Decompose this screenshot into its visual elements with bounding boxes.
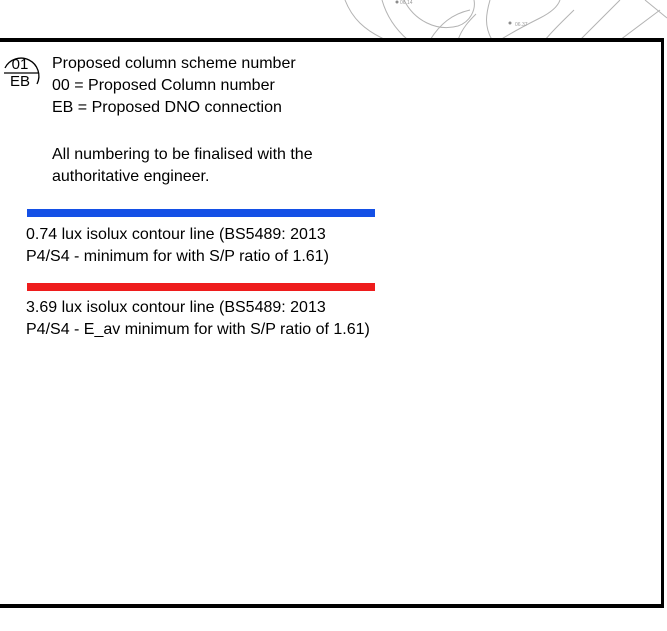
numbering-note: All numbering to be finalised with the [52, 146, 313, 163]
site-plan-fragment [0, 0, 667, 40]
symbol-desc-line: Proposed column scheme number [52, 55, 296, 72]
blue-contour-swatch [27, 209, 375, 217]
drawing-label-b: 06.37 [515, 22, 528, 28]
numbering-note: authoritative engineer. [52, 168, 210, 185]
symbol-desc-line: 00 = Proposed Column number [52, 77, 275, 94]
red-contour-desc: P4/S4 - E_av minimum for with S/P ratio of 1.61) [26, 321, 370, 338]
symbol-top-text: 01 [11, 56, 29, 73]
column-number-symbol [0, 55, 44, 99]
drawing-label-a: 06.14 [400, 0, 413, 6]
symbol-desc-line: EB = Proposed DNO connection [52, 99, 282, 116]
red-contour-swatch [27, 283, 375, 291]
blue-contour-desc: P4/S4 - minimum for with S/P ratio of 1.61) [26, 248, 329, 265]
symbol-bottom-text: EB [9, 73, 30, 90]
red-contour-desc: 3.69 lux isolux contour line (BS5489: 2013 [26, 299, 326, 316]
blue-contour-desc: 0.74 lux isolux contour line (BS5489: 2013 [26, 226, 326, 243]
